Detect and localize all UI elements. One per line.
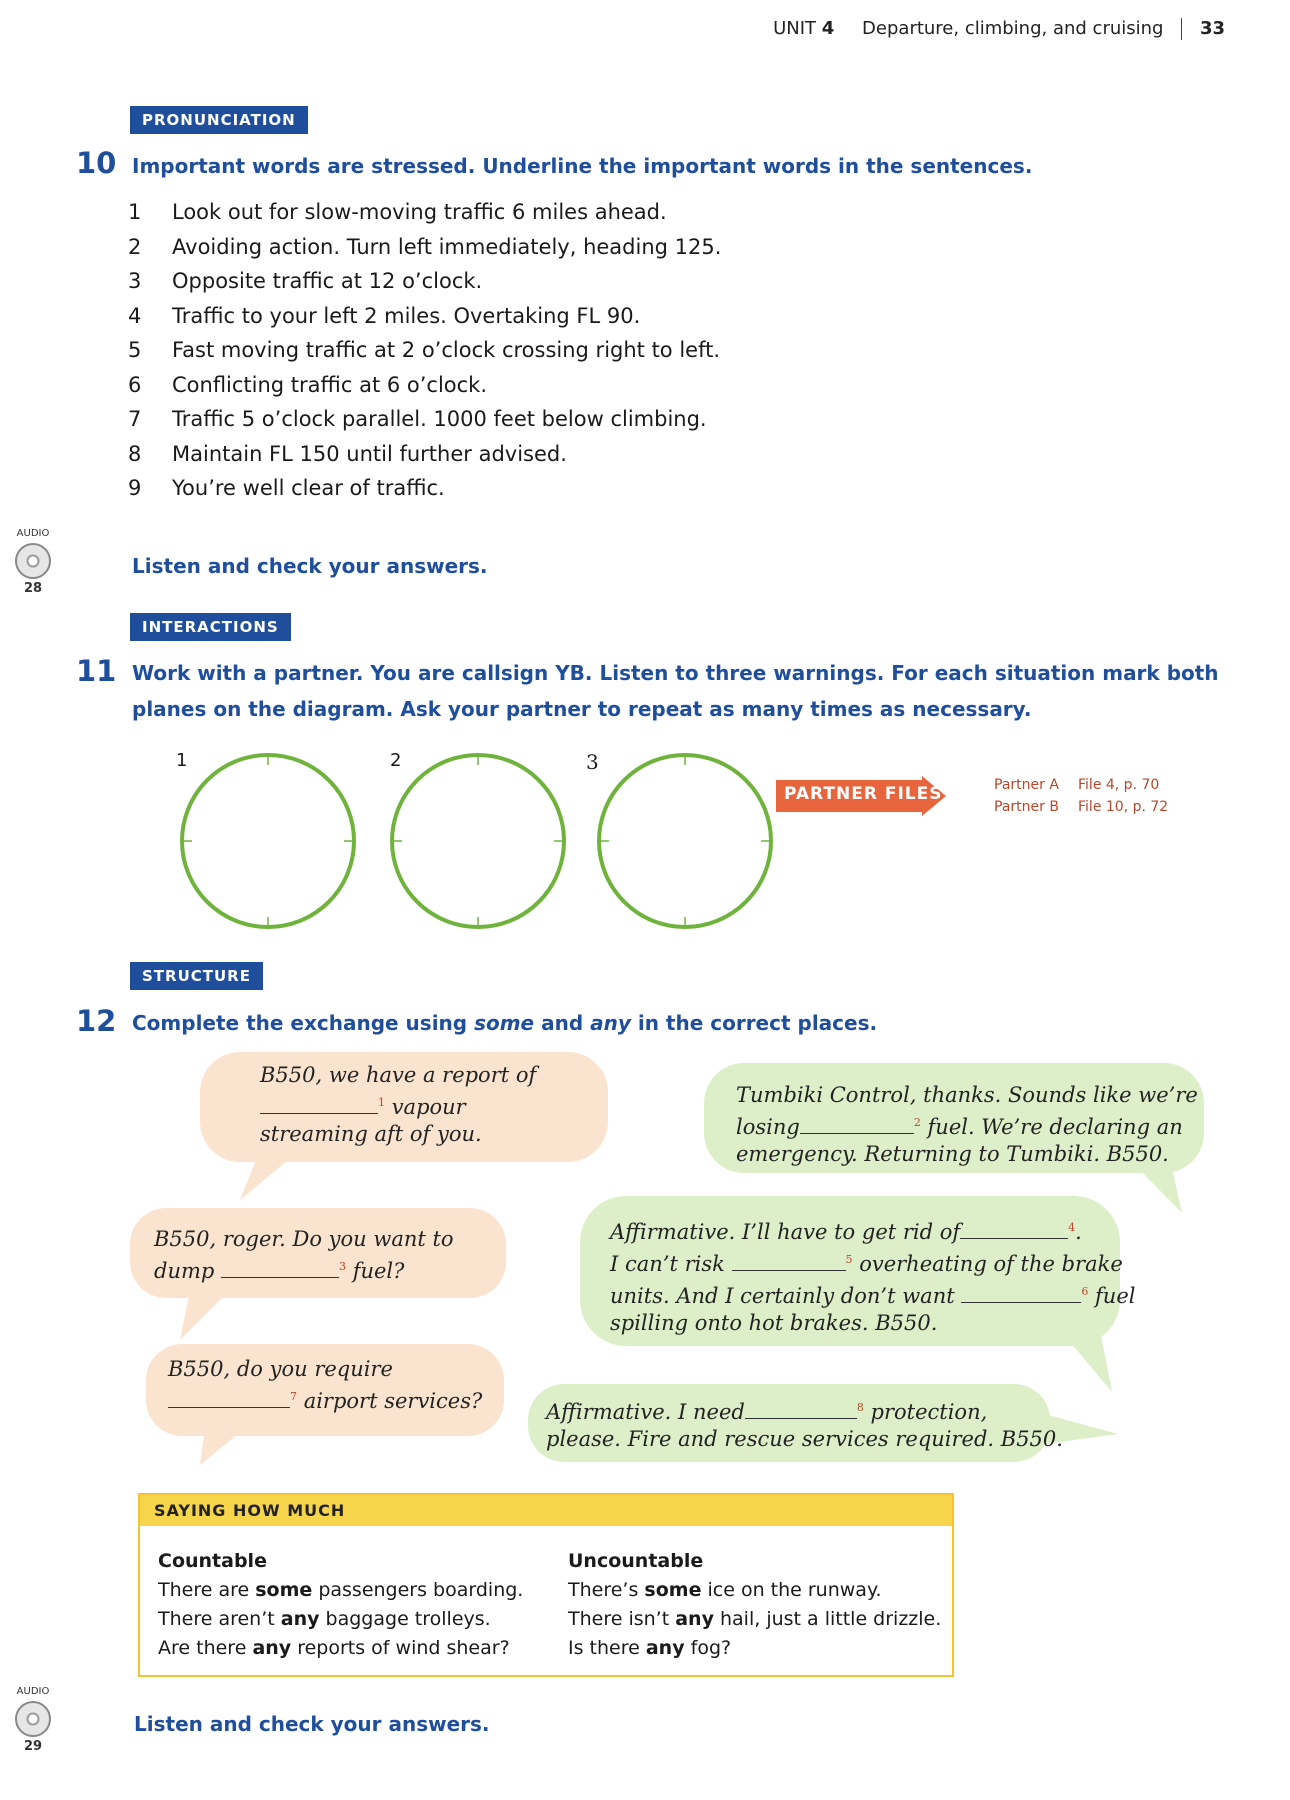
- bubble-line: [610, 1278, 1135, 1310]
- bubble-6-text: [546, 1394, 1063, 1453]
- bubble-text-part: Affirmative. I need: [546, 1400, 745, 1424]
- bubble-text-part: dump: [154, 1259, 215, 1283]
- bubble-line: [154, 1253, 454, 1285]
- bubble-1-text: [260, 1062, 536, 1148]
- item-number: 9: [128, 476, 142, 500]
- diagram-label-2: 2: [390, 750, 402, 771]
- bubble-text-part: I can’t risk: [610, 1252, 725, 1276]
- example-keyword: some: [255, 1579, 313, 1601]
- uncountable-heading: Uncountable: [568, 1550, 704, 1572]
- bubble-line: [168, 1383, 482, 1415]
- audio-track-number: 29: [23, 1739, 43, 1754]
- bubble-line: B550, do you require: [168, 1357, 393, 1381]
- answer-blank-3[interactable]: [221, 1259, 339, 1278]
- bubble-line: spilling onto hot brakes. B550.: [610, 1311, 938, 1335]
- example-text: Is there: [568, 1637, 646, 1659]
- blank-number: 2: [913, 1116, 921, 1129]
- item-number: 1: [128, 200, 142, 224]
- partner-b-label: Partner B: [994, 799, 1059, 815]
- diagram-label-3: 3: [586, 750, 599, 774]
- saying-how-much-box: [138, 1493, 954, 1677]
- blank-number: 3: [339, 1260, 347, 1273]
- example-text: hail, just a little drizzle.: [713, 1608, 942, 1630]
- answer-blank-6[interactable]: [961, 1284, 1081, 1303]
- example-line: [568, 1576, 941, 1605]
- blank-number: 4: [1068, 1221, 1076, 1234]
- example-text: There are: [158, 1579, 256, 1601]
- page-number: 33: [1199, 18, 1225, 39]
- bubble-line: B550, roger. Do you want to: [154, 1227, 454, 1251]
- instruction-part: and: [534, 1011, 591, 1035]
- bubble-text-part: vapour: [391, 1095, 466, 1119]
- chapter-title: Departure, climbing, and cruising: [862, 18, 1164, 39]
- item-text: Conflicting traffic at 6 o’clock.: [172, 372, 488, 397]
- partner-b-file[interactable]: File 10, p. 72: [1078, 799, 1169, 815]
- item-text: Look out for slow-moving traffic 6 miles ahead.: [172, 200, 667, 224]
- answer-blank-2[interactable]: [800, 1115, 914, 1134]
- audio-marker-29[interactable]: [14, 1686, 52, 1754]
- countable-heading: Countable: [158, 1550, 267, 1572]
- item-text: Maintain FL 150 until further advised.: [172, 441, 567, 466]
- bubble-text-part: Affirmative. I’ll have to get rid of: [610, 1220, 961, 1244]
- unit-number: 4: [821, 18, 835, 39]
- bubble-line: emergency. Returning to Tumbiki. B550.: [736, 1142, 1169, 1166]
- item-number: 7: [128, 407, 142, 431]
- diagram-label-1: 1: [176, 750, 188, 771]
- answer-blank-8[interactable]: [745, 1400, 857, 1419]
- bubble-line: streaming aft of you.: [260, 1122, 482, 1146]
- bubble-3-text: [154, 1226, 454, 1285]
- item-number: 6: [128, 372, 142, 397]
- example-line: [568, 1634, 941, 1663]
- example-keyword: any: [675, 1608, 714, 1630]
- partner-a-file[interactable]: File 4, p. 70: [1078, 777, 1160, 793]
- pronunciation-tag: PRONUNCIATION: [130, 106, 308, 134]
- example-keyword: some: [644, 1579, 702, 1601]
- bubble-text-part: losing: [736, 1115, 800, 1139]
- countable-column: [158, 1547, 523, 1663]
- listen-check-10: Listen and check your answers.: [132, 554, 488, 578]
- blank-number: 8: [856, 1401, 864, 1414]
- bubble-line: B550, we have a report of: [260, 1063, 537, 1087]
- bubble-text-part: fuel. We’re declaring an: [927, 1115, 1183, 1139]
- example-text: fog?: [684, 1637, 732, 1659]
- example-text: There isn’t: [568, 1608, 676, 1630]
- bubble-line: [260, 1089, 536, 1121]
- instruction-line-1: Work with a partner. You are callsign YB. Listen to three warnings. For each situation mark both: [132, 661, 1219, 685]
- bubble-text-part: protection,: [870, 1400, 988, 1424]
- item-text: Traffic to your left 2 miles. Overtaking FL 90.: [172, 303, 641, 328]
- example-text: There’s: [568, 1579, 645, 1601]
- item-text: You’re well clear of traffic.: [172, 476, 445, 500]
- item-text: Avoiding action. Turn left immediately, heading 125.: [172, 234, 722, 259]
- instruction-line-2: planes on the diagram. Ask your partner to repeat as many times as necessary.: [132, 697, 1032, 721]
- listen-check-12: Listen and check your answers.: [134, 1712, 490, 1736]
- bubble-line: please. Fire and rescue services required. B550.: [546, 1427, 1063, 1451]
- blank-number: 7: [290, 1390, 297, 1403]
- bubble-4-text: [610, 1214, 1135, 1337]
- example-keyword: any: [280, 1608, 320, 1630]
- example-text: Are there: [158, 1637, 253, 1659]
- interactions-tag: INTERACTIONS: [130, 613, 291, 641]
- bubble-line: [736, 1109, 1198, 1141]
- partner-files-label[interactable]: PARTNER FILES: [784, 784, 943, 804]
- blank-number: 5: [845, 1253, 853, 1266]
- exercise-12-number: 12: [76, 1004, 117, 1038]
- cd-icon[interactable]: [15, 1701, 51, 1737]
- exercise-10-number: 10: [76, 146, 117, 180]
- example-line: [568, 1605, 941, 1634]
- answer-blank-5[interactable]: [732, 1252, 846, 1271]
- structure-tag: STRUCTURE: [130, 962, 263, 990]
- audio-label: AUDIO: [16, 528, 50, 539]
- example-text: ice on the runway.: [701, 1579, 882, 1601]
- example-line: [158, 1576, 523, 1605]
- item-number: 3: [128, 269, 142, 293]
- bubble-line: Tumbiki Control, thanks. Sounds like we’re: [736, 1083, 1198, 1107]
- bubble-line: Affirmative. I’ll have to get rid of $^4$.: [610, 1220, 1082, 1244]
- example-keyword: any: [645, 1637, 685, 1659]
- example-line: [158, 1605, 523, 1634]
- item-text: Traffic 5 o’clock parallel. 1000 feet below climbing.: [172, 407, 707, 431]
- partner-a-label: Partner A: [994, 777, 1059, 793]
- exercise-11-number: 11: [76, 654, 117, 688]
- box-title: SAYING HOW MUCH: [140, 1495, 952, 1526]
- item-text: Opposite traffic at 12 o’clock.: [172, 269, 483, 293]
- bubble-2-text: [736, 1082, 1198, 1168]
- bubble-line: [610, 1246, 1135, 1278]
- blank-number: 1: [378, 1096, 385, 1109]
- example-text: baggage trolleys.: [319, 1608, 491, 1630]
- item-number: 8: [128, 441, 142, 466]
- unit-label: UNIT: [773, 18, 817, 39]
- instruction-part: in the correct places.: [630, 1011, 878, 1035]
- answer-blank-7[interactable]: [168, 1389, 290, 1408]
- bubble-line: [546, 1394, 1063, 1426]
- example-text: There aren’t: [158, 1608, 281, 1630]
- audio-label: AUDIO: [16, 1686, 50, 1697]
- instruction-part: Complete the exchange using: [132, 1011, 475, 1035]
- item-text: Fast moving traffic at 2 o’clock crossing right to left.: [172, 338, 721, 362]
- example-keyword: any: [252, 1637, 292, 1659]
- bubble-5-text: [168, 1356, 482, 1415]
- bubble-text-part: overheating of the brake: [859, 1252, 1123, 1276]
- example-text: passengers boarding.: [312, 1579, 524, 1601]
- exercise-10-instruction: Important words are stressed. Underline the important words in the sentences.: [132, 154, 1033, 178]
- instruction-keyword-some: some: [474, 1011, 535, 1035]
- example-text: reports of wind shear?: [291, 1637, 510, 1659]
- item-number: 2: [128, 234, 142, 259]
- bubble-text-part: fuel: [1095, 1284, 1136, 1308]
- item-number: 4: [128, 303, 142, 328]
- instruction-keyword-any: any: [590, 1011, 631, 1035]
- bubble-text-part: fuel?: [352, 1259, 405, 1283]
- bubble-text-part: units. And I certainly don’t want: [610, 1284, 955, 1308]
- bubble-text-part: airport services?: [303, 1389, 483, 1413]
- answer-blank-4[interactable]: [960, 1220, 1068, 1239]
- blank-number: 6: [1081, 1285, 1089, 1298]
- item-number: 5: [128, 338, 142, 362]
- answer-blank-1[interactable]: [260, 1095, 378, 1114]
- uncountable-column: [568, 1547, 941, 1663]
- audio-track-number: 28: [23, 581, 43, 596]
- example-line: [158, 1634, 523, 1663]
